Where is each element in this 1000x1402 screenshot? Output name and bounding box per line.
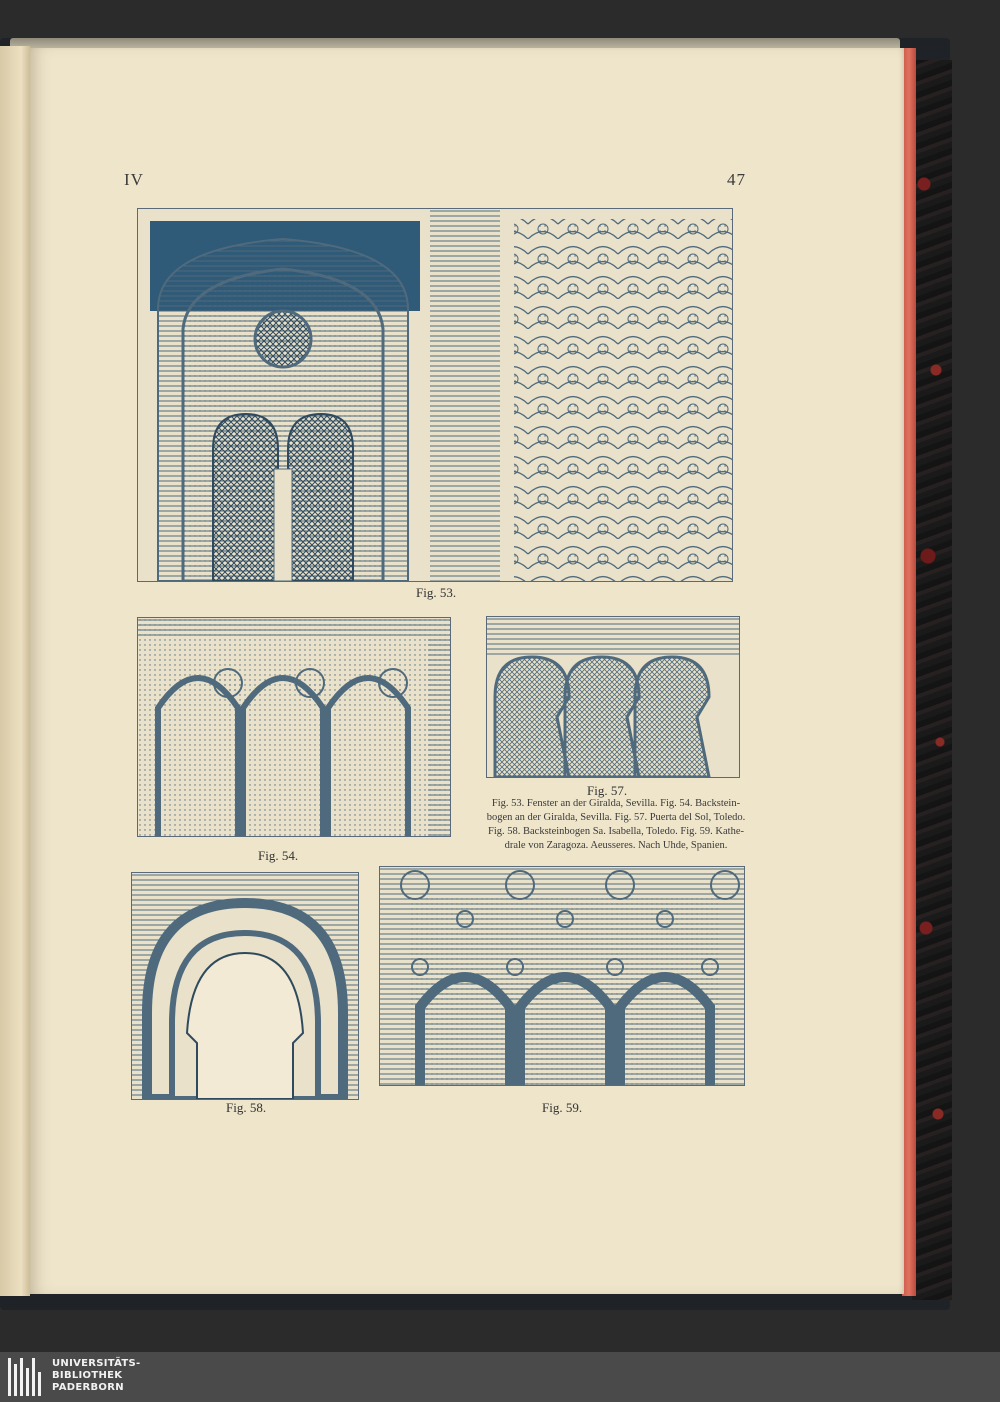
caption-line: Fig. 58. Backsteinbogen Sa. Isabella, Toledo. Fig. 59. Kathe- — [488, 826, 744, 837]
library-name-line: UNIVERSITÄTS- — [52, 1358, 141, 1369]
caption-line: bogen an der Giralda, Sevilla. Fig. 57. Puerta del Sol, Toledo. — [486, 812, 746, 823]
figure-57-illustration — [486, 616, 740, 778]
left-page-edge — [0, 46, 30, 1296]
caption-line: Fig. 53. Fenster an der Giralda, Sevilla. Fig. 54. Backstein- — [491, 798, 741, 809]
library-footer — [0, 1352, 1000, 1402]
library-name-line: PADERBORN — [52, 1382, 124, 1393]
red-page-edge — [902, 48, 916, 1296]
figure-53-caption: Fig. 53. — [416, 585, 457, 600]
library-logo-icon — [8, 1358, 44, 1396]
figure-54-caption: Fig. 54. — [258, 848, 299, 863]
figure-57-caption: Fig. 57. — [587, 783, 628, 798]
marbled-endpaper — [912, 60, 952, 1300]
figure-59-illustration — [379, 866, 745, 1086]
library-name — [52, 1358, 141, 1394]
library-name-line: BIBLIOTHEK — [52, 1370, 123, 1381]
figure-58-illustration — [131, 872, 359, 1100]
caption-line: drale von Zaragoza. Aeusseres. Nach Uhde, Spanien. — [504, 840, 728, 851]
section-numeral: IV — [124, 170, 144, 189]
figure-54-illustration — [137, 617, 451, 837]
page-number: 47 — [727, 170, 746, 189]
figure-58-caption: Fig. 58. — [226, 1100, 267, 1115]
figure-53-illustration — [137, 208, 733, 582]
figure-captions-paragraph — [470, 797, 762, 853]
figure-59-caption: Fig. 59. — [542, 1100, 583, 1115]
